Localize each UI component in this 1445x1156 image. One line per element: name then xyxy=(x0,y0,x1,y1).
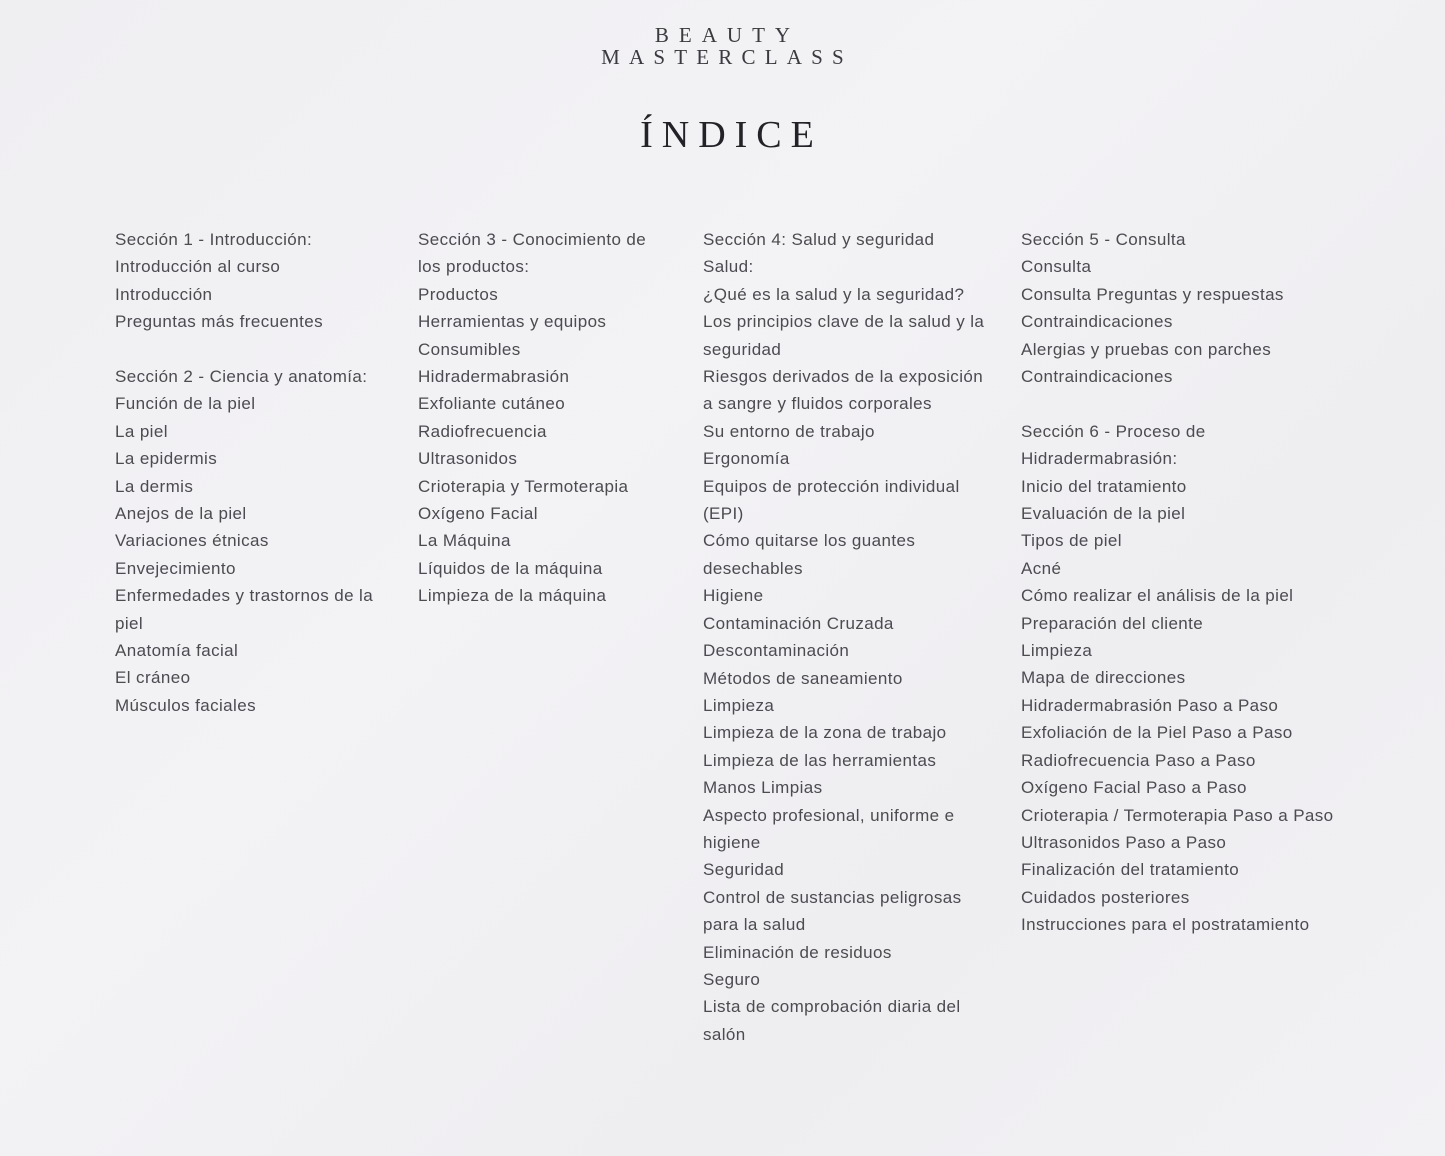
index-entry: Función de la piel xyxy=(115,394,256,414)
index-entry: Lista de comprobación diaria del salón xyxy=(703,997,961,1044)
section-heading: Sección 6 - Proceso de Hidradermabrasión: xyxy=(1021,421,1206,469)
index-entry: La piel xyxy=(115,421,168,441)
index-entry: Contraindicaciones xyxy=(1021,367,1173,387)
index-entry: Cuidados posteriores xyxy=(1021,887,1190,907)
brand-line-beauty: BEAUTY xyxy=(654,23,801,47)
index-entry: Riesgos derivados de la exposición a sangre y fluidos corporales xyxy=(703,367,984,414)
section-heading: Sección 3 - Conocimiento de los productos: xyxy=(418,230,647,277)
section-heading: Sección 2 - Ciencia y anatomía: xyxy=(115,367,368,387)
index-entry: Ultrasonidos Paso a Paso xyxy=(1021,832,1227,852)
index-entry: Instrucciones para el postratamiento xyxy=(1021,915,1310,935)
index-entry: Descontaminación xyxy=(703,641,850,661)
index-entry: Líquidos de la máquina xyxy=(418,558,603,578)
index-entry: Cómo quitarse los guantes desechables xyxy=(703,531,916,578)
index-entry: Cómo realizar el análisis de la piel xyxy=(1021,586,1294,606)
index-entry: Equipos de protección individual (EPI) xyxy=(703,476,960,524)
section-heading: Sección 5 - Consulta xyxy=(1021,230,1186,249)
index-entry: Salud: xyxy=(703,257,754,277)
index-entry: Radiofrecuencia Paso a Paso xyxy=(1021,750,1256,770)
index-entry: Preparación del cliente xyxy=(1021,613,1204,633)
index-entry: Tipos de piel xyxy=(1021,531,1122,551)
brand-logo xyxy=(0,24,1445,69)
index-entry: Mapa de direcciones xyxy=(1021,668,1186,688)
index-entry: Métodos de saneamiento xyxy=(703,668,903,688)
index-entry: Crioterapia / Termoterapia Paso a Paso xyxy=(1021,805,1334,825)
index-entry: Control de sustancias peligrosas para la salud xyxy=(703,887,962,935)
index-entry: Radiofrecuencia xyxy=(418,421,547,441)
index-entry: Limpieza xyxy=(703,695,775,715)
index-entry: Herramientas y equipos xyxy=(418,312,607,332)
index-entry: Variaciones étnicas xyxy=(115,531,269,551)
index-entry: Exfoliante cutáneo xyxy=(418,394,566,414)
index-entry: Limpieza de las herramientas xyxy=(703,750,937,770)
index-column-4 xyxy=(1021,226,1341,939)
index-entry: Preguntas más frecuentes xyxy=(115,312,324,332)
index-entry: ¿Qué es la salud y la seguridad? xyxy=(703,284,965,304)
index-section xyxy=(1021,226,1341,390)
index-entry: Inicio del tratamiento xyxy=(1021,476,1187,496)
index-section xyxy=(418,226,668,610)
index-entry: Finalización del tratamiento xyxy=(1021,860,1240,880)
index-column-3 xyxy=(703,226,993,1048)
index-entry: Contaminación Cruzada xyxy=(703,613,894,633)
index-entry: La dermis xyxy=(115,476,194,496)
index-section xyxy=(115,226,390,336)
index-section xyxy=(115,363,390,719)
index-entry: Anejos de la piel xyxy=(115,504,247,524)
brand-line-masterclass: MASTERCLASS xyxy=(601,45,853,69)
section-heading: Sección 4: Salud y seguridad xyxy=(703,230,935,249)
index-entry: Limpieza de la zona de trabajo xyxy=(703,723,947,743)
index-entry: Productos xyxy=(418,284,499,304)
index-entry: Acné xyxy=(1021,558,1062,578)
index-entry: Enfermedades y trastornos de la piel xyxy=(115,586,374,633)
index-entry: Consulta Preguntas y respuestas xyxy=(1021,284,1284,304)
index-entry: Manos Limpias xyxy=(703,778,823,798)
index-entry: Alergias y pruebas con parches xyxy=(1021,339,1272,359)
index-entry: Anatomía facial xyxy=(115,641,239,661)
index-entry: Hidradermabrasión xyxy=(418,367,570,387)
index-entry: Consulta xyxy=(1021,257,1092,277)
index-column-1 xyxy=(115,226,390,719)
index-entry: Ultrasonidos xyxy=(418,449,518,469)
index-entry: Seguro xyxy=(703,969,761,989)
index-entry: Crioterapia y Termoterapia xyxy=(418,476,629,496)
index-entry: La Máquina xyxy=(418,531,511,551)
index-entry: Envejecimiento xyxy=(115,558,236,578)
index-section xyxy=(703,226,993,1048)
index-entry: El cráneo xyxy=(115,668,191,688)
index-entry: Hidradermabrasión Paso a Paso xyxy=(1021,695,1279,715)
index-entry: Eliminación de residuos xyxy=(703,942,892,962)
index-entry: Introducción xyxy=(115,284,213,304)
index-entry: Limpieza xyxy=(1021,641,1093,661)
index-section xyxy=(1021,418,1341,939)
index-entry: La epidermis xyxy=(115,449,218,469)
section-spacer xyxy=(1021,390,1341,417)
section-heading: Sección 1 - Introducción: xyxy=(115,230,313,249)
index-entry: Introducción al curso xyxy=(115,257,281,277)
index-entry: Higiene xyxy=(703,586,764,606)
page-title: ÍNDICE xyxy=(640,114,823,156)
index-entry: Aspecto profesional, uniforme e higiene xyxy=(703,805,955,852)
index-column-2 xyxy=(418,226,668,610)
index-entry: Contraindicaciones xyxy=(1021,312,1173,332)
section-spacer xyxy=(115,336,390,363)
index-entry: Seguridad xyxy=(703,860,785,880)
index-entry: Ergonomía xyxy=(703,449,790,469)
index-entry: Exfoliación de la Piel Paso a Paso xyxy=(1021,723,1293,743)
index-entry: Oxígeno Facial xyxy=(418,504,538,524)
index-entry: Limpieza de la máquina xyxy=(418,586,607,606)
index-entry: Consumibles xyxy=(418,339,521,359)
index-entry: Músculos faciales xyxy=(115,695,256,715)
index-entry: Los principios clave de la salud y la seguridad xyxy=(703,312,985,359)
index-entry: Su entorno de trabajo xyxy=(703,421,875,441)
index-entry: Oxígeno Facial Paso a Paso xyxy=(1021,778,1247,798)
index-entry: Evaluación de la piel xyxy=(1021,504,1186,524)
